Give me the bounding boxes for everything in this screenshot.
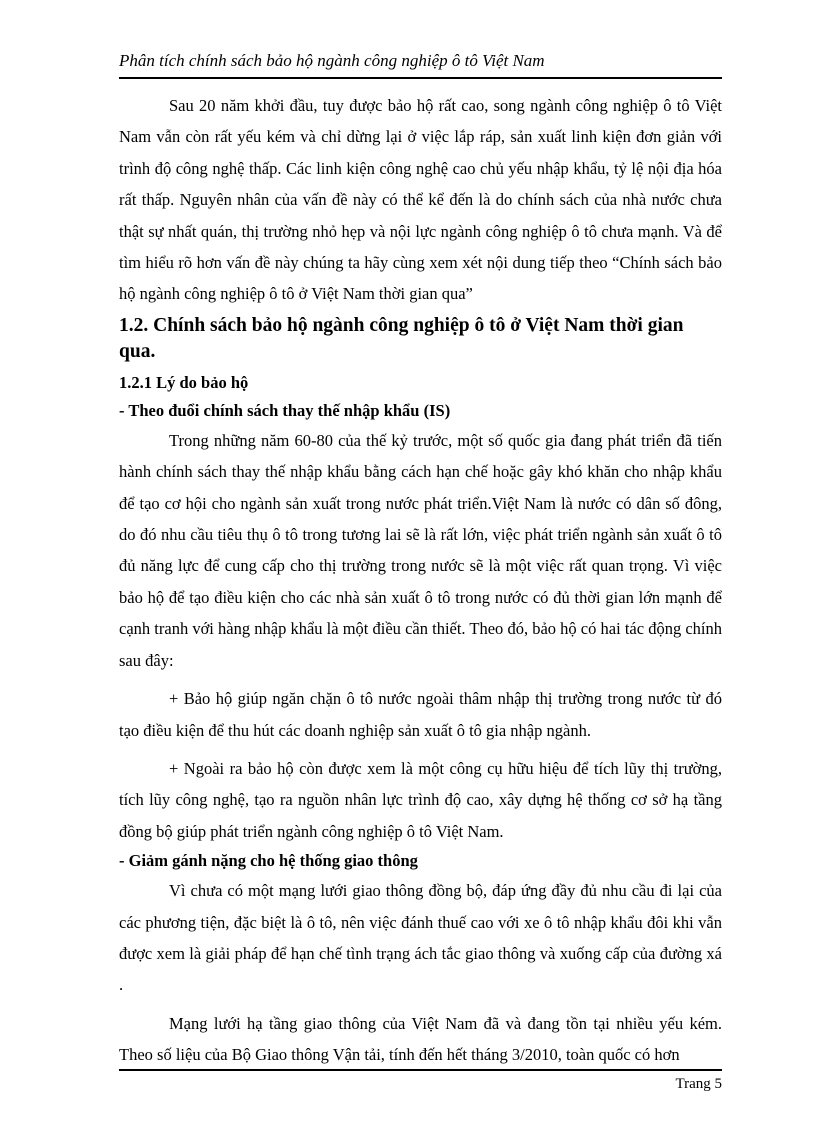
point2-paragraph-1: Vì chưa có một mạng lưới giao thông đồng bộ, đáp ứng đầy đủ nhu cầu đi lại của các phương tiện, đặc biệt là ô tô, nên việc đánh thuế cao với xe ô tô nhập khẩu đôi khi vẫn được xem là giải pháp để hạn chế tình trạng ách tắc giao thông và xuống cấp của đường xá . — [119, 881, 722, 995]
point1-bullet-1: + Bảo hộ giúp ngăn chặn ô tô nước ngoài thâm nhập thị trường trong nước từ đó tạo điều kiện để thu hút các doanh nghiệp sản xuất ô tô gia nhập ngành. — [119, 689, 722, 740]
point2-paragraph-2: Mạng lưới hạ tầng giao thông của Việt Nam đã và đang tồn tại nhiều yếu kém. Theo số liệu của Bộ Giao thông Vận tải, tính đến hết tháng 3/2010, toàn quốc có hơn — [119, 1013, 722, 1065]
footer-rule — [119, 1069, 722, 1071]
point1-bullet-2: + Ngoài ra bảo hộ còn được xem là một công cụ hữu hiệu để tích lũy thị trường, tích lũy công nghệ, tạo ra nguồn nhân lực trình độ cao, xây dựng hệ thống cơ sở hạ tầng đồng bộ giúp phát triển ngành công nghiệp ô tô Việt Nam. — [119, 758, 722, 841]
point1-heading: - Theo đuổi chính sách thay thế nhập khẩu (IS) — [119, 400, 451, 420]
point2-heading: - Giảm gánh nặng cho hệ thống giao thông — [119, 851, 418, 871]
point1-paragraph: Trong những năm 60-80 của thế kỷ trước, một số quốc gia đang phát triển đã tiến hành chính sách thay thế nhập khẩu bằng cách hạn chế hoặc gây khó khăn cho nhập khẩu để tạo cơ hội cho ngành sản xuất trong nước phát triển.Việt Nam là nước có dân số đông, do đó nhu cầu tiêu thụ ô tô trong tương lai sẽ là rất lớn, việc phát triển ngành sản xuất ô tô đủ năng lực để cung cấp cho thị trường trong nước sẽ là một việc rất quan trọng. Vì việc bảo hộ để tạo điều kiện cho các nhà sản xuất ô tô trong nước có đủ thời gian lớn mạnh để cạnh tranh với hàng nhập khẩu là một điều cần thiết. Theo đó, bảo hộ có hai tác động chính sau đây: — [119, 430, 722, 670]
page-content — [119, 90, 722, 1071]
subsection-heading: 1.2.1 Lý do bảo hộ — [119, 372, 249, 392]
section-heading: 1.2. Chính sách bảo hộ ngành công nghiệp ô tô ở Việt Nam thời gian qua. — [119, 314, 684, 362]
page-number: Trang 5 — [675, 1076, 722, 1092]
header-rule — [119, 77, 722, 79]
intro-paragraph: Sau 20 năm khởi đầu, tuy được bảo hộ rất cao, song ngành công nghiệp ô tô Việt Nam vẫn còn rất yếu kém và chỉ dừng lại ở việc lắp ráp, sản xuất linh kiện đơn giản với trình độ công nghệ thấp. Các linh kiện công nghệ cao chủ yếu nhập khẩu, tỷ lệ nội địa hóa rất thấp. Nguyên nhân của vấn đề này có thể kể đến là do chính sách của nhà nước chưa thật sự nhất quán, thị trường nhỏ hẹp và nội lực ngành công nghiệp ô tô chưa mạnh. Và để tìm hiểu rõ hơn vấn đề này chúng ta hãy cùng xem xét nội dung tiếp theo “Chính sách bảo hộ ngành công nghiệp ô tô ở Việt Nam thời gian qua” — [119, 96, 722, 304]
running-header: Phân tích chính sách bảo hộ ngành công nghiệp ô tô Việt Nam — [119, 51, 545, 70]
